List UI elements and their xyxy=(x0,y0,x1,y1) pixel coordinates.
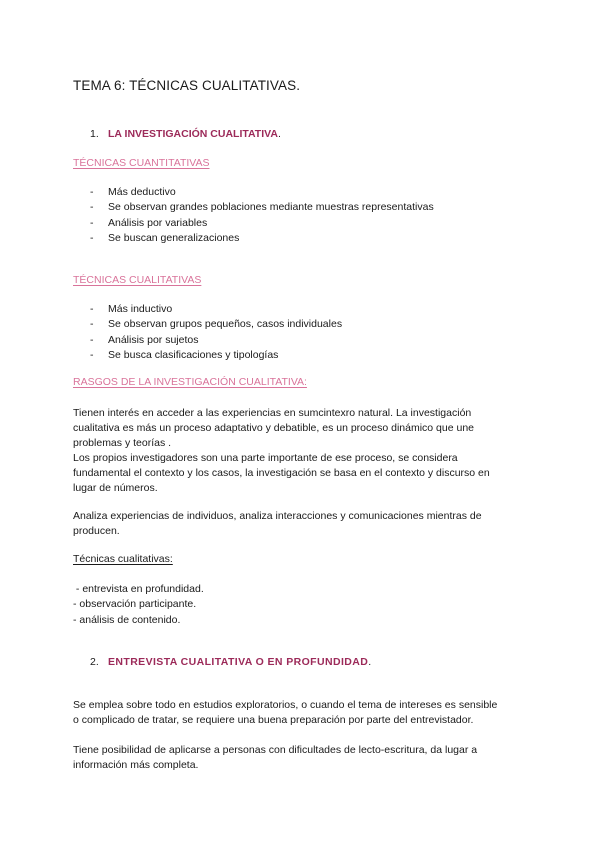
document-title: TEMA 6: TÉCNICAS CUALITATIVAS. xyxy=(73,78,301,93)
section-2-number: 2. xyxy=(90,656,99,668)
text-line: problemas y teorías . xyxy=(73,437,172,449)
entrevista-paragraph-2 xyxy=(73,743,533,773)
list-item: - Más deductivo xyxy=(90,185,434,200)
list-item: - Se buscan generalizaciones xyxy=(90,231,434,246)
rasgos-paragraph-1 xyxy=(73,406,533,496)
list-item: - Análisis por variables xyxy=(90,216,434,231)
text-line: Los propios investigadores son una parte importante de ese proceso, se considera xyxy=(73,452,458,464)
text-line: Analiza experiencias de individuos, analiza interacciones y comunicaciones mientras de xyxy=(73,510,482,522)
entrevista-paragraph-1 xyxy=(73,698,533,728)
text-line: Se emplea sobre todo en estudios exploratorios, o cuando el tema de intereses es sensible xyxy=(73,699,498,711)
list-item: - Se busca clasificaciones y tipologías xyxy=(90,348,342,363)
text-line: Tienen interés en acceder a las experiencias en sumcintexro natural. La investigación xyxy=(73,407,472,419)
text-line: Tiene posibilidad de aplicarse a personas con dificultades de lecto-escritura, da lugar a xyxy=(73,744,478,756)
text-line: cualitativa es más un proceso adaptativo y debatible, es un proceso dinámico que une xyxy=(73,422,474,434)
cualitativas-heading: TÉCNICAS CUALITATIVAS xyxy=(73,274,202,286)
cuantitativas-list xyxy=(90,185,434,246)
list-item: - Se observan grupos pequeños, casos individuales xyxy=(90,317,342,332)
text-line: producen. xyxy=(73,525,120,537)
section-1-title: LA INVESTIGACIÓN CUALITATIVA. xyxy=(108,128,281,140)
text-line: fundamental el contexto y los casos, la investigación se basa en el contexto y discurso en xyxy=(73,467,490,479)
text-line: información más completa. xyxy=(73,759,199,771)
section-1-number: 1. xyxy=(90,128,99,140)
tecnicas-heading: Técnicas cualitativas: xyxy=(73,553,173,565)
text-line: lugar de números. xyxy=(73,482,158,494)
list-item: - Se observan grandes poblaciones mediante muestras representativas xyxy=(90,200,434,215)
list-item: - Más inductivo xyxy=(90,302,342,317)
section-2-title: ENTREVISTA CUALITATIVA O EN PROFUNDIDAD. xyxy=(108,656,372,668)
list-item: - observación participante. xyxy=(73,598,197,611)
tecnicas-list xyxy=(73,582,204,628)
text-line: o complicado de tratar, se requiere una buena preparación por parte del entrevistador. xyxy=(73,714,474,726)
rasgos-heading: RASGOS DE LA INVESTIGACIÓN CUALITATIVA: xyxy=(73,376,307,388)
cualitativas-list xyxy=(90,302,342,363)
list-item: - entrevista en profundidad. xyxy=(73,583,204,595)
list-item: - análisis de contenido. xyxy=(73,613,181,626)
cuantitativas-heading: TÉCNICAS CUANTITATIVAS xyxy=(73,157,210,169)
list-item: - Análisis por sujetos xyxy=(90,333,342,348)
rasgos-paragraph-2 xyxy=(73,509,533,539)
